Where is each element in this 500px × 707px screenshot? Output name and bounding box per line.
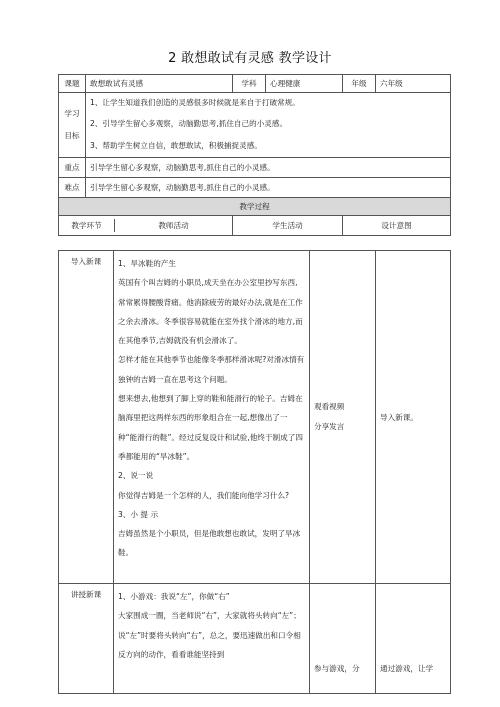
header-student: 学生活动 [233, 216, 343, 236]
key-point-label: 重点 [59, 158, 86, 178]
intro-teacher-activity [114, 251, 310, 584]
intro-paragraph: 2、说一说 [118, 471, 154, 481]
course-label: 课题 [59, 75, 86, 93]
intro-paragraph: 英国有个叫吉姆的小职员,成天坐在办公室里抄写东西,常常累得腰酸背痛。他消除疲劳的最好办法,就是在工作之余去滑冰。冬季很容易就能在室外找个滑冰的地方,而在其他季节,吉姆就没有机会滑冰了。 [118, 278, 303, 346]
goals-label [59, 93, 86, 158]
intro-design-intent: 导入新课。 [376, 251, 451, 584]
lecture-teacher-activity [114, 584, 310, 694]
goals-label-line1: 学习 [64, 109, 80, 118]
process-band-row [59, 198, 451, 216]
lecture-student-activity: 参与游戏，分 [310, 584, 376, 694]
lecture-stage: 讲授新课 [59, 584, 114, 694]
header-teacher-text: 教师活动 [114, 219, 232, 232]
info-row [59, 75, 451, 93]
intro-paragraph: 想来想去,他想到了脚上穿的鞋和能滑行的轮子。吉姆在脑海里把这两样东西的形象组合在一起,想像出了一种“能滑行的鞋”。经过反复设计和试验,他终于制成了四季都能用的“旱冰鞋”。 [118, 394, 303, 461]
subject-value: 心理健康 [266, 75, 343, 93]
difficulty-label: 难点 [59, 178, 86, 198]
key-point-row [59, 158, 451, 178]
document-title: 2 敢想敢试有灵感 教学设计 [168, 51, 332, 66]
intro-student-activity [310, 251, 376, 584]
header-intent: 设计意图 [343, 216, 451, 236]
goal-item: 2、引导学生留心多观察，动脑勤思考,抓住自己的小灵感。 [90, 119, 288, 128]
intro-row [59, 251, 451, 584]
goals-list [86, 93, 451, 158]
intro-student-line: 观看视频 [314, 402, 345, 411]
process-header-row [59, 216, 451, 236]
header-stage-text: 教学环节 [71, 221, 102, 230]
lecture-paragraph: 大家围成一圈，当老师说“右”，大家就将头转向“左”；说“左”时要将头转向“右”，总之，要迅速做出和口令相反方向的动作，看看谁能坚持到 [118, 611, 301, 659]
intro-stage: 导入新课 [59, 251, 114, 584]
lecture-row [59, 584, 451, 694]
grade-value: 六年级 [376, 75, 451, 93]
grade-label: 年级 [343, 75, 376, 93]
intro-paragraph: 3、小 提 示 [118, 509, 159, 519]
intro-paragraph: 你觉得吉姆是一个怎样的人，我们能向他学习什么? [118, 490, 290, 500]
goals-label-line2: 目标 [64, 131, 80, 140]
course-value: 敢想敢试有灵感 [86, 75, 233, 93]
difficulty-text: 引导学生留心多观察，动脑勤思考,抓住自己的小灵感。 [86, 178, 451, 198]
lesson-plan-table [58, 74, 451, 236]
subject-label: 学科 [233, 75, 266, 93]
process-band: 教学过程 [59, 198, 451, 216]
difficulty-row [59, 178, 451, 198]
goal-item: 3、帮助学生树立自信，敢想敢试，积极捕捉灵感。 [90, 141, 262, 150]
header-stage [59, 216, 233, 236]
intro-paragraph: 吉姆虽然是个小职员，但是他敢想也敢试，发明了旱冰鞋。 [118, 529, 301, 558]
goals-row [59, 93, 451, 158]
goal-item: 1、让学生知道我们创造的灵感很多时候就是来自于打破常规。 [90, 98, 300, 107]
intro-paragraph: 1、旱冰鞋的产生 [118, 259, 176, 268]
process-table [58, 250, 451, 694]
intro-student-line: 分享发言 [314, 422, 345, 431]
lecture-design-intent: 通过游戏，让学 [376, 584, 451, 694]
key-point-text: 引导学生留心多观察，动脑勤思考,抓住自己的小灵感。 [86, 158, 451, 178]
intro-paragraph: 怎样才能在其他季节也能像冬季那样滑冰呢?对滑冰情有独钟的吉姆一直在思考这个问题。 [118, 355, 305, 384]
lecture-paragraph: 1、小游戏：我说“左”，你做“右” [118, 592, 230, 601]
